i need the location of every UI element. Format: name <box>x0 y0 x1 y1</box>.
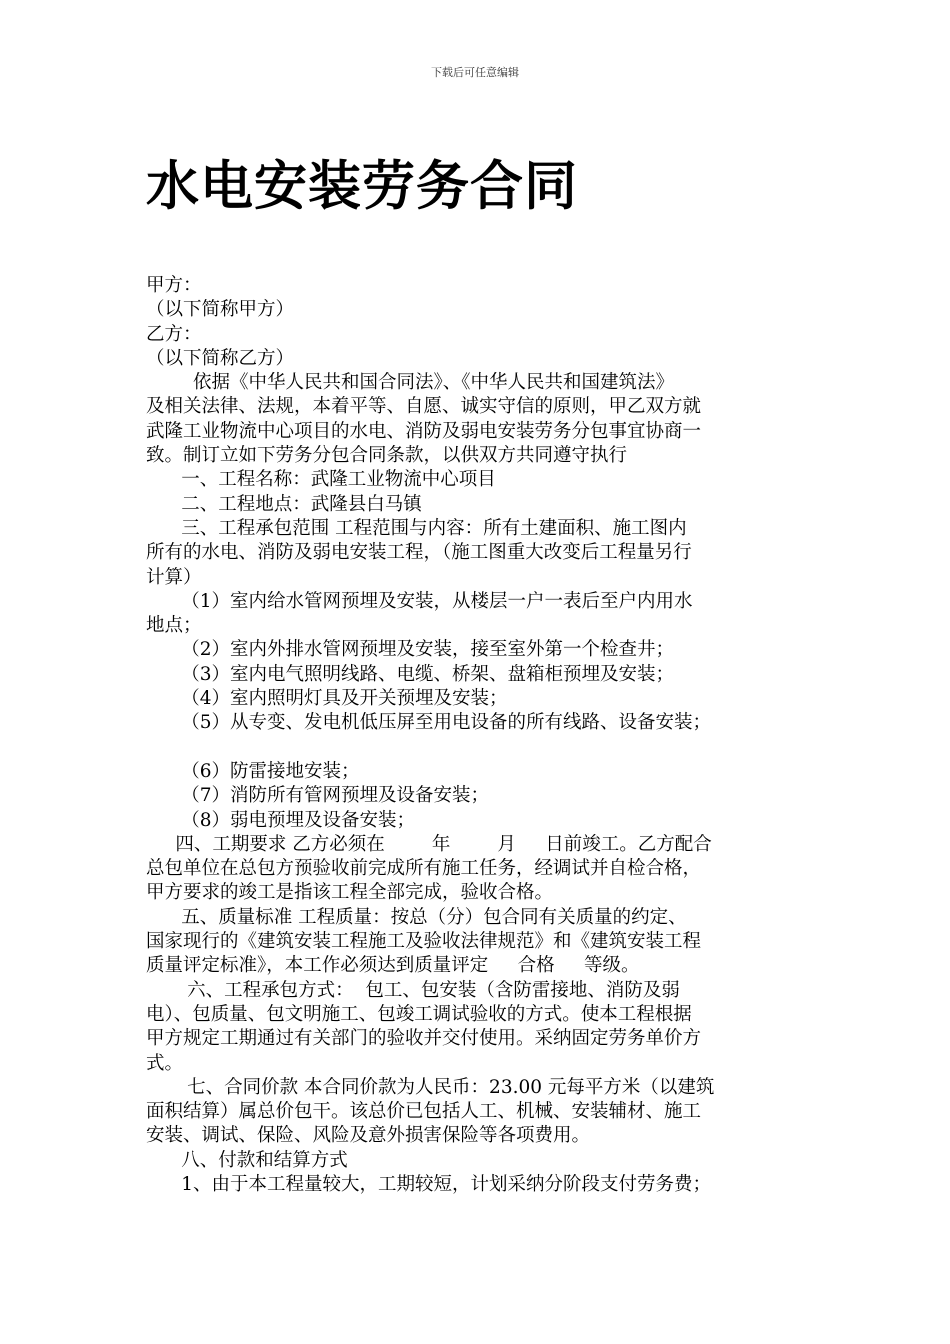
contract-line: 六、工程承包方式： 包工、包安装（含防雷接地、消防及弱 <box>146 979 680 1001</box>
contract-line: 七、合同价款 本合同价款为人民币：23.00 元每平方米（以建筑 <box>146 1076 715 1098</box>
contract-line: 甲方要求的竣工是指该工程全部完成，验收合格。 <box>146 882 554 904</box>
contract-line: （1）室内给水管网预埋及安装，从楼层一户一表后至户内用水 <box>146 590 693 612</box>
contract-line: 1、由于本工程量较大，工期较短，计划采纳分阶段支付劳务费； <box>146 1173 712 1195</box>
contract-line: 依据《中华人民共和国合同法》、《中华人民共和国建筑法》 <box>146 372 675 394</box>
document-title: 水电安装劳务合同 <box>146 156 578 217</box>
contract-line: 面积结算）属总价包干。该总价已包括人工、机械、安装辅材、施工 <box>146 1101 702 1123</box>
contract-line: 安装、调试、保险、风险及意外损害保险等各项费用。 <box>146 1125 591 1147</box>
contract-line: 五、质量标准 工程质量：按总（分）包合同有关质量的约定、 <box>146 906 687 928</box>
contract-line: 电）、包质量、包文明施工、包竣工调试验收的方式。使本工程根据 <box>146 1003 692 1025</box>
contract-line: 及相关法律、法规，本着平等、自愿、诚实守信的原则，甲乙双方就 <box>146 396 702 418</box>
contract-line: 武隆工业物流中心项目的水电、消防及弱电安装劳务分包事宜协商一 <box>146 420 702 442</box>
page-header-note: 下载后可任意编辑 <box>431 66 519 79</box>
contract-line: （以下简称甲方） <box>146 299 295 321</box>
contract-line: 甲方： <box>146 275 202 296</box>
contract-line: 总包单位在总包方预验收前完成所有施工任务，经调试并自检合格， <box>146 858 702 880</box>
contract-line: （7）消防所有管网预埋及设备安装； <box>146 785 490 807</box>
contract-line: 式。 <box>146 1052 184 1074</box>
contract-line: （8）弱电预埋及设备安装； <box>146 809 416 831</box>
contract-line: 三、工程承包范围 工程范围与内容：所有土建面积、施工图内 <box>146 517 687 539</box>
contract-line: （5）从专变、发电机低压屏至用电设备的所有线路、设备安装； <box>146 712 712 734</box>
contract-line: 二、工程地点：武隆县白马镇 <box>146 493 422 515</box>
contract-line: 地点； <box>146 615 202 637</box>
contract-line: 所有的水电、消防及弱电安装工程，（施工图重大改变后工程量另行 <box>146 542 692 564</box>
contract-line: 甲方规定工期通过有关部门的验收并交付使用。采纳固定劳务单价方 <box>146 1028 702 1050</box>
contract-line: 致。制订立如下劳务分包合同条款，以供双方共同遵守执行 <box>146 445 628 467</box>
contract-line: 一、工程名称：武隆工业物流中心项目 <box>146 469 496 491</box>
contract-body <box>146 274 836 1197</box>
contract-line: 国家现行的《建筑安装工程施工及验收法律规范》和《建筑安装工程 <box>146 931 702 953</box>
contract-line: 八、付款和结算方式 <box>146 1149 348 1171</box>
blank-line <box>146 736 836 760</box>
contract-line: 计算） <box>146 566 202 588</box>
contract-line: 四、工期要求 乙方必须在 年 月 日前竣工。乙方配合 <box>146 833 712 855</box>
contract-line: （4）室内照明灯具及开关预埋及安装； <box>146 688 508 710</box>
contract-line: （2）室内外排水管网预埋及安装，接至室外第一个检查井； <box>146 639 675 661</box>
contract-line: （6）防雷接地安装； <box>146 760 360 782</box>
contract-line: （以下简称乙方） <box>146 347 295 369</box>
contract-line: （3）室内电气照明线路、电缆、桥架、盘箱柜预埋及安装； <box>146 663 675 685</box>
contract-line: 乙方： <box>146 323 202 345</box>
contract-line: 质量评定标准》，本工作必须达到质量评定 合格 等级。 <box>146 955 640 977</box>
